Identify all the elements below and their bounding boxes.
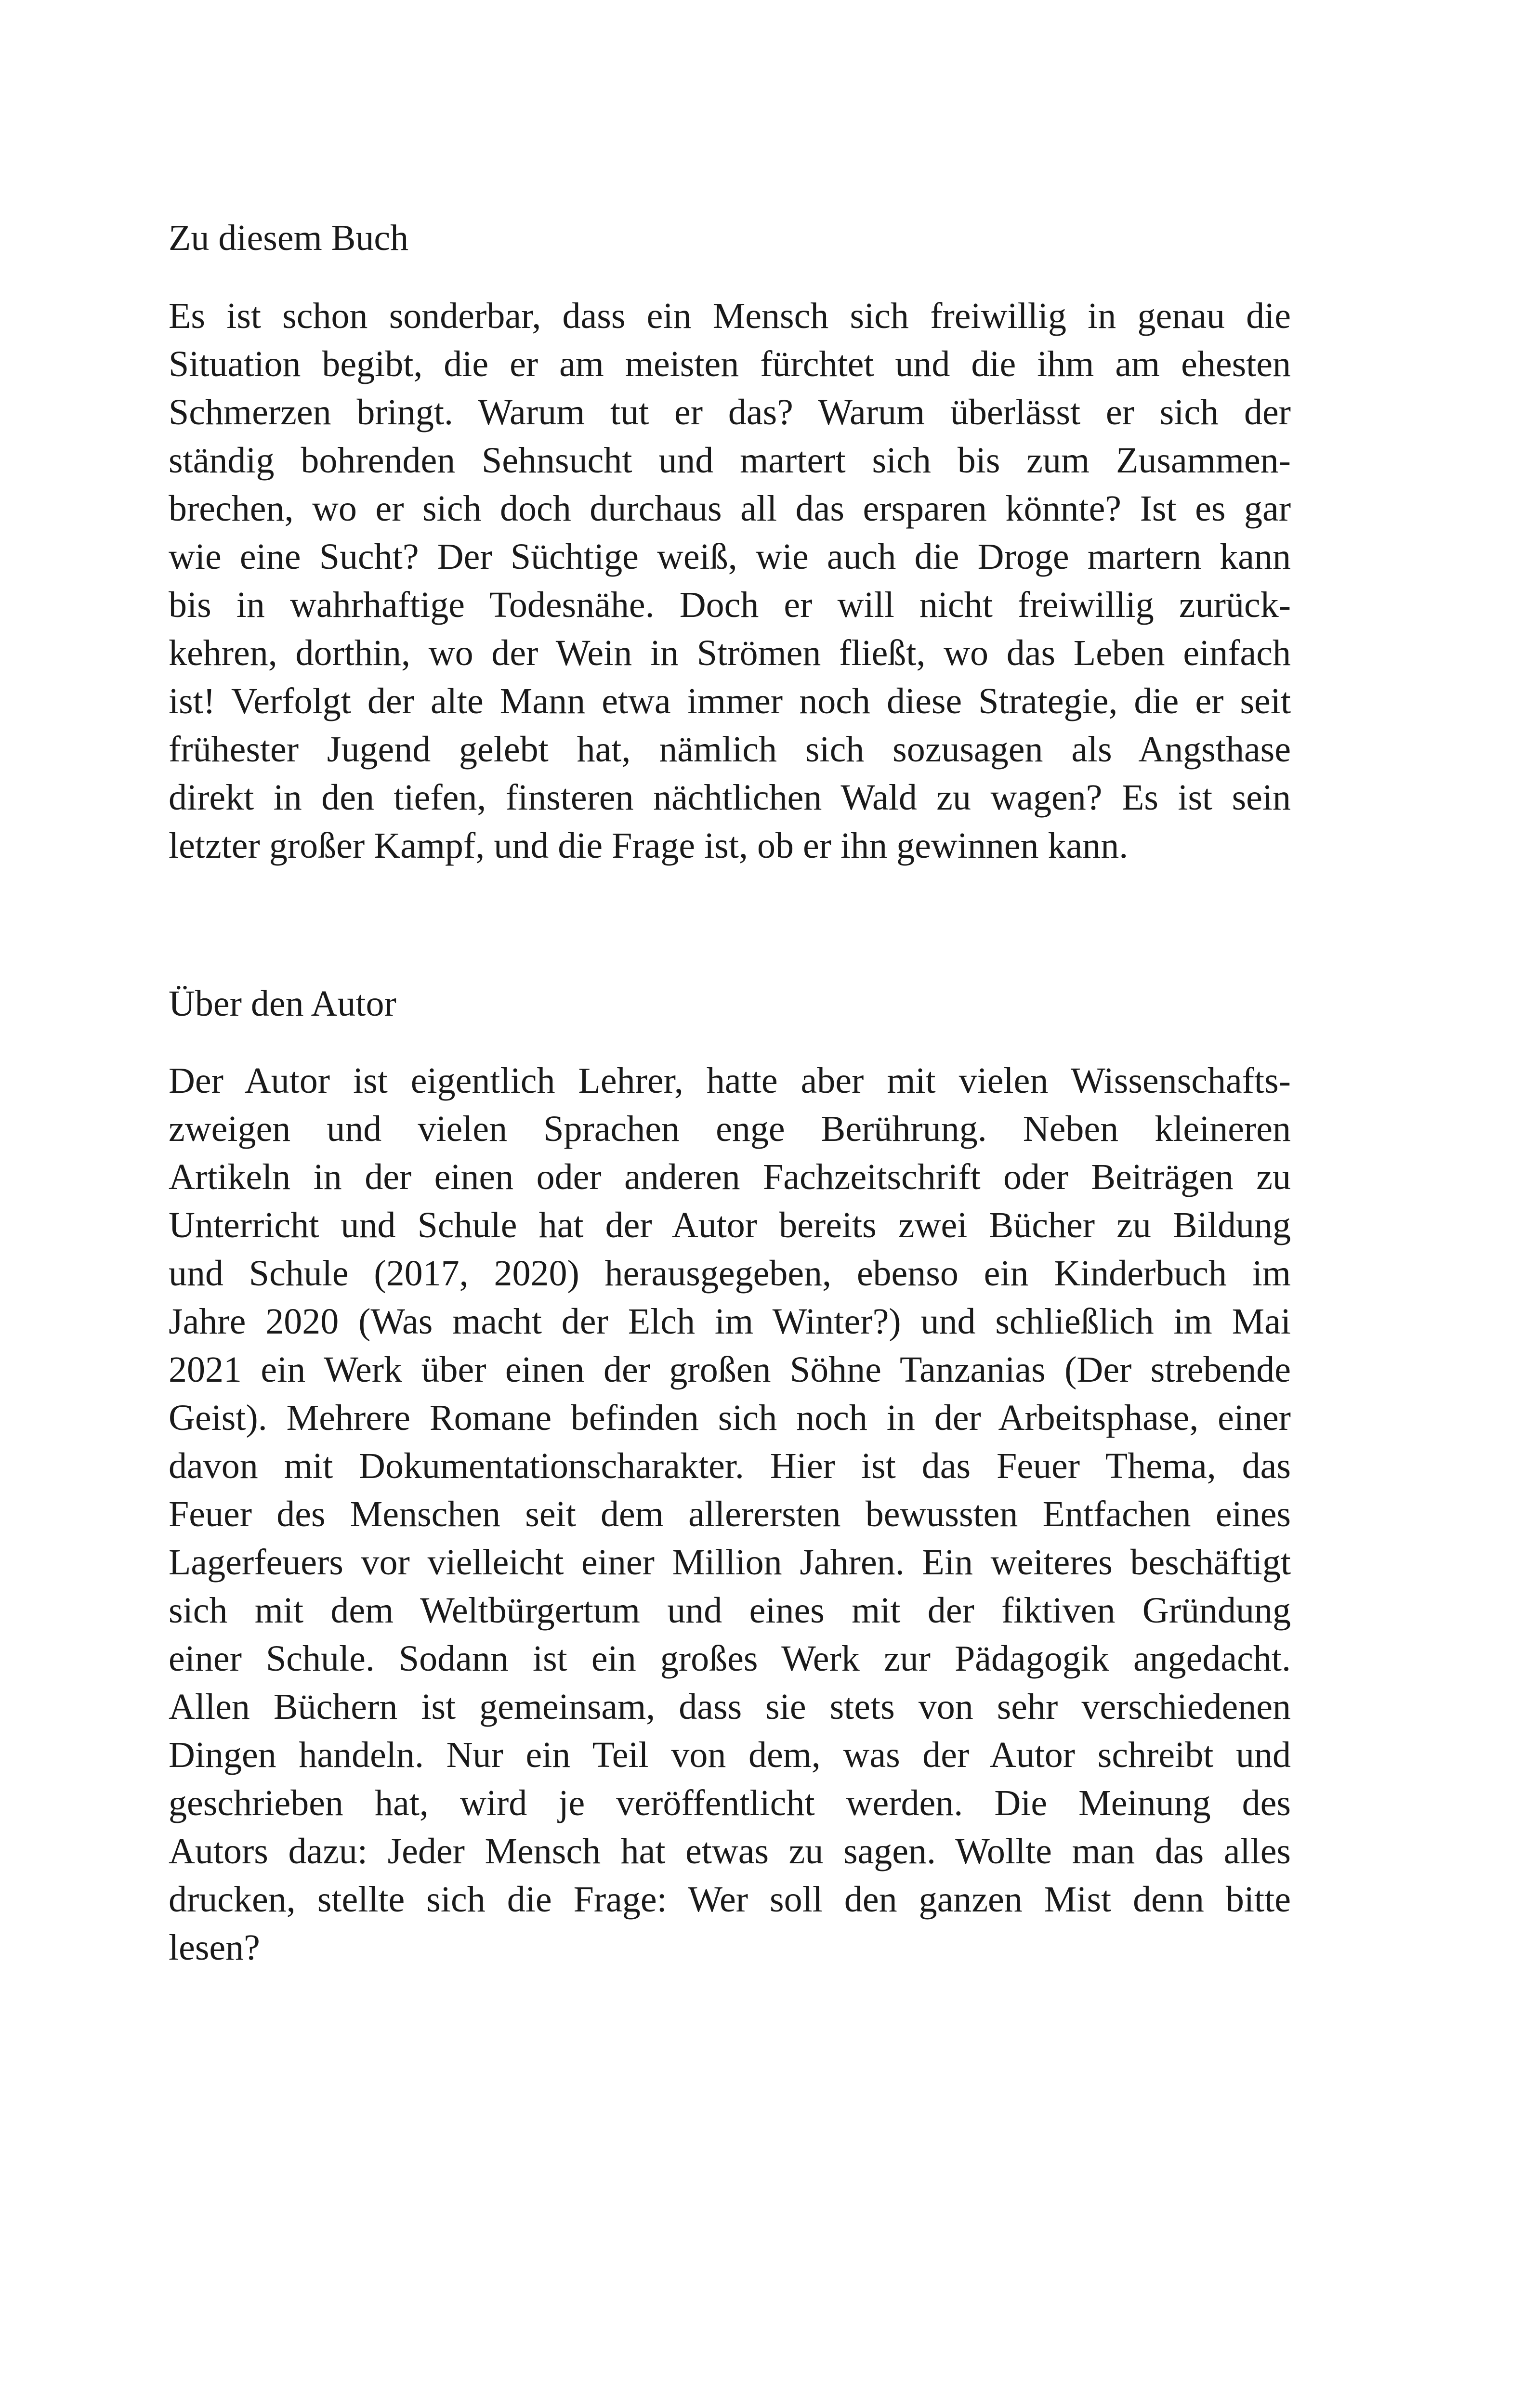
text-line: und Schule (2017, 2020) herausgegeben, ebenso ein Kinderbuch im — [169, 1253, 1291, 1294]
about-author-paragraph — [169, 1057, 1291, 1972]
text-line: Lagerfeuers vor vielleicht einer Million Jahren. Ein weiteres beschäftigt — [169, 1542, 1291, 1583]
text-line: Jahre 2020 (Was macht der Elch im Winter?) und schließlich im Mai — [169, 1301, 1291, 1342]
text-line: brechen, wo er sich doch durchaus all das ersparen könnte? Ist es gar — [169, 488, 1291, 529]
text-line: Autors dazu: Jeder Mensch hat etwas zu sagen. Wollte man das alles — [169, 1831, 1291, 1871]
text-line: wie eine Sucht? Der Süchtige weiß, wie auch die Droge martern kann — [169, 537, 1291, 577]
text-line: Schmerzen bringt. Warum tut er das? Warum überlässt er sich der — [169, 392, 1291, 432]
text-line: drucken, stellte sich die Frage: Wer soll den ganzen Mist denn bitte — [169, 1879, 1291, 1920]
text-line: Allen Büchern ist gemeinsam, dass sie stets von sehr verschiedenen — [169, 1687, 1291, 1727]
text-line: geschrieben hat, wird je veröffentlicht werden. Die Meinung des — [169, 1783, 1291, 1823]
text-line: einer Schule. Sodann ist ein großes Werk zur Pädagogik angedacht. — [169, 1638, 1291, 1679]
text-line: Artikeln in der einen oder anderen Fachzeitschrift oder Beiträgen zu — [169, 1157, 1291, 1197]
text-line: Unterricht und Schule hat der Autor bereits zwei Bücher zu Bildung — [169, 1205, 1291, 1245]
text-line: Geist). Mehrere Romane befinden sich noch in der Arbeitsphase, einer — [169, 1398, 1291, 1438]
text-line: lesen? — [169, 1927, 260, 1968]
text-line: zweigen und vielen Sprachen enge Berührung. Neben kleineren — [169, 1109, 1291, 1149]
section-heading-about-author: Über den Autor — [169, 983, 396, 1024]
text-line: ständig bohrenden Sehnsucht und martert sich bis zum Zusammen- — [169, 440, 1291, 481]
text-line: Situation begibt, die er am meisten fürchtet und die ihm am ehesten — [169, 344, 1291, 384]
text-line: kehren, dorthin, wo der Wein in Strömen fließt, wo das Leben einfach — [169, 633, 1291, 673]
section-heading-about-book: Zu diesem Buch — [169, 218, 409, 258]
text-line: Feuer des Menschen seit dem allerersten bewussten Entfachen eines — [169, 1494, 1291, 1534]
text-line: direkt in den tiefen, finsteren nächtlichen Wald zu wagen? Es ist sein — [169, 777, 1291, 818]
text-line: ist! Verfolgt der alte Mann etwa immer noch diese Strategie, die er seit — [169, 681, 1291, 721]
text-line: frühester Jugend gelebt hat, nämlich sich sozusagen als Angsthase — [169, 729, 1291, 770]
about-book-paragraph — [169, 292, 1291, 870]
text-line: bis in wahrhaftige Todesnähe. Doch er will nicht freiwillig zurück- — [169, 585, 1291, 625]
text-line: sich mit dem Weltbürgertum und eines mit der fiktiven Gründung — [169, 1590, 1291, 1631]
text-line: letzter großer Kampf, und die Frage ist, ob er ihn gewinnen kann. — [169, 825, 1129, 866]
text-line: Der Autor ist eigentlich Lehrer, hatte aber mit vielen Wissenschafts- — [169, 1060, 1291, 1101]
text-line: 2021 ein Werk über einen der großen Söhne Tanzanias (Der strebende — [169, 1349, 1291, 1390]
book-page — [169, 0, 1291, 2408]
text-line: davon mit Dokumentationscharakter. Hier ist das Feuer Thema, das — [169, 1446, 1291, 1486]
text-line: Es ist schon sonderbar, dass ein Mensch sich freiwillig in genau die — [169, 296, 1291, 336]
text-line: Dingen handeln. Nur ein Teil von dem, was der Autor schreibt und — [169, 1735, 1291, 1775]
